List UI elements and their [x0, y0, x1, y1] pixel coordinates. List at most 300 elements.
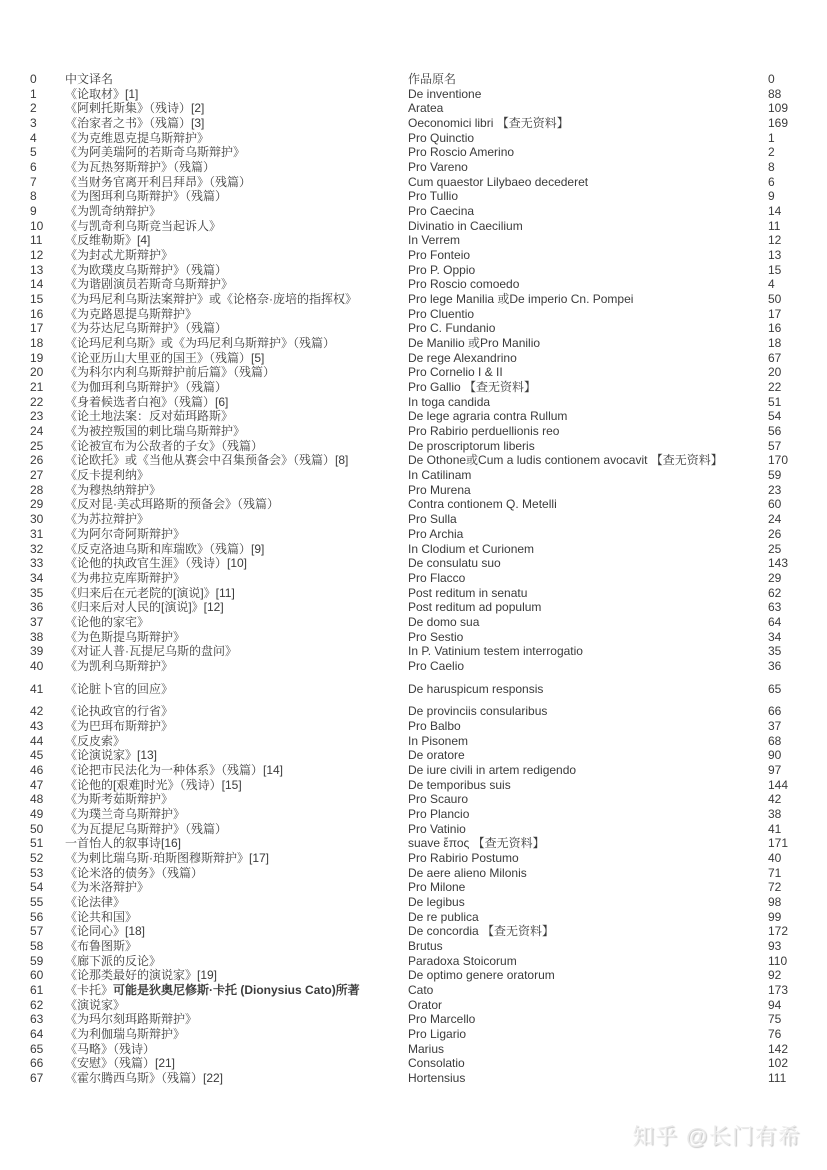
original-title: Hortensius [408, 1071, 466, 1086]
original-title: Pro Roscio Amerino [408, 145, 515, 160]
original-title: Pro Caelio [408, 658, 465, 673]
row-index: 25 [30, 438, 44, 453]
row-index: 58 [30, 938, 44, 953]
table-row [30, 1042, 812, 1057]
row-index: 7 [30, 174, 37, 189]
row-number: 26 [768, 526, 782, 541]
chinese-title: 《为利伽瑞乌斯辩护》 [65, 1027, 186, 1041]
original-title: De proscriptorum liberis [408, 438, 535, 453]
row-number: 68 [768, 733, 782, 748]
original-title: Pro Plancio [408, 806, 470, 821]
original-title: Pro Quinctio [408, 130, 475, 145]
original-title: Pro Cluentio [408, 306, 475, 321]
row-index: 65 [30, 1041, 44, 1056]
original-title: In Clodium et Curionem [408, 541, 535, 556]
original-title: De legibus [408, 894, 465, 909]
row-number: 76 [768, 1027, 782, 1041]
chinese-title: 《为克维恩克提乌斯辩护》 [65, 130, 210, 145]
works-table-body [30, 87, 812, 1086]
table-row [30, 954, 812, 969]
table-row [30, 351, 812, 366]
table-row [30, 910, 812, 925]
chinese-title: 《为阿美瑞阿的若斯奇乌斯辩护》 [65, 145, 246, 160]
chinese-title: 《为伽珥利乌斯辩护》（残篇） [65, 380, 228, 395]
table-row [30, 116, 812, 131]
row-index: 59 [30, 953, 44, 968]
row-number: 35 [768, 644, 782, 659]
row-number: 6 [768, 174, 775, 189]
row-number: 22 [768, 380, 782, 395]
table-row [30, 983, 812, 998]
chinese-title: 《论欧托》或《当他从赛会中召集预备会》（残篇）[8] [65, 453, 349, 468]
row-index: 60 [30, 968, 44, 983]
row-number: 57 [768, 438, 782, 453]
row-index: 26 [30, 453, 44, 468]
original-title: Pro P. Oppio [408, 262, 476, 277]
chinese-title: 《归来后对人民的[演说]》[12] [65, 600, 224, 615]
row-index: 4 [30, 130, 37, 145]
chinese-title: 《论那类最好的演说家》[19] [65, 968, 218, 983]
chinese-title: 《论执政官的行省》 [65, 704, 174, 719]
original-title: Consolatio [408, 1056, 465, 1071]
table-row [30, 468, 812, 483]
row-index: 52 [30, 850, 44, 865]
chinese-title: 《反维勒斯》[4] [65, 233, 151, 248]
original-title: Pro Caecina [408, 204, 475, 219]
row-index: 19 [30, 350, 44, 365]
row-index: 54 [30, 880, 44, 895]
chinese-title: 《反卡提利纳》 [65, 468, 150, 483]
chinese-title: 《为巴珥布斯辩护》 [65, 718, 174, 733]
table-row [30, 851, 812, 866]
row-index: 32 [30, 541, 44, 556]
table-row [30, 233, 812, 248]
row-index: 22 [30, 394, 44, 409]
row-number: 172 [768, 924, 789, 939]
original-title: Pro Balbo [408, 718, 461, 733]
table-row [30, 453, 812, 468]
original-title: In Catilinam [408, 468, 472, 483]
original-title: De domo sua [408, 614, 480, 629]
original-title: De iure civili in artem redigendo [408, 762, 577, 777]
table-row [30, 307, 812, 322]
chinese-title: 《论取材》[1] [65, 86, 139, 101]
original-title: Pro Rabirio perduellionis reo [408, 424, 560, 439]
original-title: De haruspicum responsis [408, 681, 544, 696]
row-index: 67 [30, 1071, 44, 1086]
original-title: De optimo genere oratorum [408, 968, 555, 983]
works-table [30, 72, 812, 1086]
row-index: 29 [30, 497, 44, 512]
chinese-title: 《论他的执政官生涯》（残诗）[10] [65, 556, 248, 571]
row-index: 23 [30, 409, 44, 424]
table-row [30, 586, 812, 601]
chinese-title: 《对证人普·瓦提尼乌斯的盘问》 [65, 644, 237, 659]
chinese-title: 《霍尔腾西乌斯》（残篇）[22] [65, 1071, 224, 1086]
original-title: De provinciis consularibus [408, 704, 548, 719]
row-number: 94 [768, 997, 782, 1012]
original-title: De inventione [408, 86, 482, 101]
row-index: 51 [30, 836, 44, 851]
row-index: 38 [30, 629, 44, 644]
table-row [30, 336, 812, 351]
table-row [30, 807, 812, 822]
row-number: 37 [768, 718, 782, 733]
chinese-title: 《反克洛迪乌斯和库瑞欧》（残篇）[9] [65, 541, 265, 556]
row-index: 1 [30, 86, 37, 101]
row-index: 56 [30, 909, 44, 924]
original-title: Pro Marcello [408, 1012, 476, 1027]
table-row [30, 204, 812, 219]
chinese-title: 《论他的家宅》 [65, 614, 150, 629]
row-index: 15 [30, 292, 44, 307]
row-number: 42 [768, 792, 782, 807]
header-original-title: 作品原名 [408, 72, 457, 86]
row-index: 40 [30, 658, 44, 673]
table-row [30, 321, 812, 336]
original-title: De Othone或Cum a ludis contionem avocavit 【查无资料】 [408, 453, 723, 468]
original-title: Pro Milone [408, 880, 466, 895]
original-title: De Manilio 或Pro Manilio [408, 336, 541, 351]
table-row [30, 968, 812, 983]
row-number: 143 [768, 556, 789, 571]
original-title: De lege agraria contra Rullum [408, 409, 568, 424]
chinese-title: 《为封忒尤斯辩护》 [65, 248, 174, 263]
original-title: Post reditum in senatu [408, 585, 528, 600]
chinese-title: 《为色斯提乌斯辩护》 [65, 629, 186, 644]
chinese-title: 《当财务官离开利吕拜昂》（残篇） [65, 174, 252, 189]
original-title: Brutus [408, 938, 443, 953]
chinese-title: 《为科尔内利乌斯辩护前后篇》（残篇） [65, 365, 276, 380]
chinese-title: 《卡托》可能是狄奥尼修斯·卡托 (Dionysius Cato)所著 [65, 982, 360, 997]
table-row [30, 998, 812, 1013]
original-title: Pro Archia [408, 526, 464, 541]
chinese-title: 《身着候选者白袍》（残篇）[6] [65, 394, 229, 409]
row-number: 169 [768, 116, 789, 131]
chinese-title: 《为穆热纳辩护》 [65, 482, 162, 497]
table-row [30, 87, 812, 102]
row-number: 20 [768, 365, 782, 380]
row-number: 41 [768, 821, 782, 836]
chinese-title: 《演说家》 [65, 997, 126, 1012]
original-title: Pro Cornelio I & II [408, 365, 503, 380]
row-number: 29 [768, 570, 782, 585]
table-row [30, 778, 812, 793]
row-number: 18 [768, 336, 782, 351]
original-title: Pro Murena [408, 482, 471, 497]
chinese-title: 《为欧璞皮乌斯辩护》（残篇） [65, 262, 228, 277]
row-number: 65 [768, 681, 782, 696]
table-row [30, 263, 812, 278]
table-row [30, 292, 812, 307]
row-number: 40 [768, 850, 782, 865]
row-index: 27 [30, 468, 44, 483]
row-index: 13 [30, 262, 44, 277]
row-index: 45 [30, 748, 44, 763]
original-title: Pro Vatinio [408, 821, 466, 836]
original-title: De consulatu suo [408, 556, 501, 571]
table-row [30, 1056, 812, 1071]
row-number: 170 [768, 453, 789, 468]
chinese-title: 《论同心》[18] [65, 924, 146, 939]
table-row [30, 734, 812, 749]
row-number: 25 [768, 541, 782, 556]
row-number: 34 [768, 629, 782, 644]
row-index: 6 [30, 160, 37, 175]
original-title: In Pisonem [408, 733, 469, 748]
original-title: Pro Ligario [408, 1027, 467, 1041]
table-row [30, 409, 812, 424]
row-number: 16 [768, 321, 782, 336]
row-number: 88 [768, 86, 782, 101]
original-title: Marius [408, 1041, 445, 1056]
table-row [30, 895, 812, 910]
chinese-title: 《论玛尼利乌斯》或《为玛尼利乌斯辩护》（残篇） [65, 336, 336, 351]
row-index: 46 [30, 762, 44, 777]
table-row [30, 439, 812, 454]
header-index: 0 [30, 72, 37, 86]
table-row [30, 880, 812, 895]
chinese-title: 《安慰》（残篇）[21] [65, 1056, 176, 1071]
chinese-title: 《为凯奇纳辩护》 [65, 204, 162, 219]
chinese-title: 《论米洛的债务》（残篇） [65, 865, 204, 880]
original-title: De concordia 【查无资料】 [408, 924, 555, 939]
table-header-row [30, 72, 812, 87]
row-index: 62 [30, 997, 44, 1012]
header-chinese-title: 中文译名 [65, 72, 114, 86]
row-index: 36 [30, 600, 44, 615]
table-row [30, 160, 812, 175]
table-row [30, 248, 812, 263]
chinese-title: 《论脏卜官的回应》 [65, 681, 174, 696]
original-title: Pro lege Manilia 或De imperio Cn. Pompei [408, 292, 634, 307]
header-right-index: 0 [768, 72, 775, 86]
original-title: De re publica [408, 909, 479, 924]
chinese-title: 《反对昆·美忒珥路斯的预备会》（残篇） [65, 497, 279, 512]
chinese-title: 《为璞兰奇乌斯辩护》 [65, 806, 186, 821]
row-number: 62 [768, 585, 782, 600]
row-index: 24 [30, 424, 44, 439]
original-title: Cato [408, 982, 434, 997]
row-index: 5 [30, 145, 37, 160]
row-index: 43 [30, 718, 44, 733]
original-title: In toga candida [408, 394, 491, 409]
table-row [30, 600, 812, 615]
row-index: 55 [30, 894, 44, 909]
row-index: 39 [30, 644, 44, 659]
original-title: Pro Sestio [408, 629, 464, 644]
chinese-title-bold-note: 可能是狄奥尼修斯·卡托 (Dionysius Cato)所著 [113, 982, 360, 997]
table-row [30, 615, 812, 630]
chinese-title: 《与凯奇利乌斯竞当起诉人》 [65, 218, 222, 233]
table-row [30, 483, 812, 498]
chinese-title: 《为瓦热努斯辩护》（残篇） [65, 160, 216, 175]
original-title: Pro Fonteio [408, 248, 471, 263]
row-index: 66 [30, 1056, 44, 1071]
table-row [30, 630, 812, 645]
chinese-title: 《论亚历山大里亚的国王》（残篇）[5] [65, 350, 265, 365]
table-row [30, 512, 812, 527]
row-number: 11 [768, 218, 781, 233]
original-title: Aratea [408, 101, 444, 116]
table-row [30, 644, 812, 659]
table-row [30, 939, 812, 954]
chinese-title: 《马略》（残诗） [65, 1041, 156, 1056]
row-index: 9 [30, 204, 37, 219]
row-index: 57 [30, 924, 44, 939]
chinese-title: 《为剌比瑞乌斯·珀斯图穆斯辩护》[17] [65, 850, 270, 865]
table-row [30, 704, 812, 719]
chinese-title: 《为玛尔刻珥路斯辩护》 [65, 1012, 198, 1027]
chinese-title: 《归来后在元老院的[演说]》[11] [65, 585, 235, 600]
row-number: 15 [768, 262, 782, 277]
chinese-title: 《论演说家》[13] [65, 748, 158, 763]
table-row [30, 763, 812, 778]
chinese-title: 《论土地法案：反对茹珥路斯》 [65, 409, 234, 424]
row-index: 11 [30, 233, 43, 248]
row-index: 8 [30, 189, 37, 204]
chinese-title: 《为米洛辩护》 [65, 880, 150, 895]
row-number: 50 [768, 292, 782, 307]
row-index: 64 [30, 1027, 44, 1041]
row-index: 21 [30, 380, 44, 395]
table-row [30, 866, 812, 881]
chinese-title: 《论他的[艰难]时光》（残诗）[15] [65, 777, 242, 792]
row-index: 48 [30, 792, 44, 807]
original-title: In P. Vatinium testem interrogatio [408, 644, 583, 659]
chinese-title: 《为阿尔奇阿斯辩护》 [65, 526, 186, 541]
row-number: 144 [768, 777, 789, 792]
original-title: Pro Roscio comoedo [408, 277, 520, 292]
row-number: 64 [768, 614, 782, 629]
original-title: Cum quaestor Lilybaeo decederet [408, 174, 589, 189]
row-number: 23 [768, 482, 782, 497]
row-number: 51 [768, 394, 782, 409]
chinese-title: 《为玛尼利乌斯法案辩护》或《论格奈·庞培的指挥权》 [65, 292, 357, 307]
table-row [30, 145, 812, 160]
table-row [30, 1012, 812, 1027]
chinese-title: 《为被控叛国的剌比瑞乌斯辩护》 [65, 424, 246, 439]
row-index: 20 [30, 365, 44, 380]
chinese-title: 《为弗拉克库斯辩护》 [65, 570, 186, 585]
row-index: 17 [30, 321, 44, 336]
row-number: 9 [768, 189, 775, 204]
chinese-title: 一首怡人的叙事诗[16] [65, 836, 182, 851]
row-number: 97 [768, 762, 782, 777]
chinese-title: 《论被宣布为公敌者的子女》（残篇） [65, 438, 264, 453]
original-title: De rege Alexandrino [408, 350, 517, 365]
chinese-title: 《治家者之书》（残篇）[3] [65, 116, 205, 131]
row-number: 98 [768, 894, 782, 909]
row-number: 56 [768, 424, 782, 439]
table-row [30, 924, 812, 939]
table-row [30, 571, 812, 586]
row-index: 42 [30, 704, 44, 719]
table-row [30, 792, 812, 807]
table-row [30, 131, 812, 146]
row-number: 8 [768, 160, 775, 175]
original-title: Divinatio in Caecilium [408, 218, 523, 233]
table-row [30, 424, 812, 439]
table-row [30, 1071, 812, 1086]
table-row [30, 542, 812, 557]
row-index: 53 [30, 865, 44, 880]
original-title: De temporibus suis [408, 777, 511, 792]
table-row [30, 556, 812, 571]
chinese-title: 《论把市民法化为一种体系》（残篇）[14] [65, 762, 284, 777]
row-index: 37 [30, 614, 44, 629]
table-row [30, 719, 812, 734]
original-title: Post reditum ad populum [408, 600, 542, 615]
row-number: 17 [768, 306, 782, 321]
chinese-title: 《为芬达尼乌斯辩护》（残篇） [65, 321, 228, 336]
row-index: 31 [30, 526, 44, 541]
original-title: suave ἔπος 【查无资料】 [408, 836, 545, 851]
chinese-title: 《为谐剧演员若斯奇乌斯辩护》 [65, 277, 234, 292]
row-index: 2 [30, 101, 37, 116]
row-number: 75 [768, 1012, 782, 1027]
chinese-title: 《为克路恩提乌斯辩护》 [65, 306, 198, 321]
table-row [30, 822, 812, 837]
row-number: 109 [768, 101, 789, 116]
row-index: 44 [30, 733, 44, 748]
row-number: 12 [768, 233, 782, 248]
original-title: Pro Rabirio Postumo [408, 850, 519, 865]
original-title: In Verrem [408, 233, 461, 248]
row-index: 16 [30, 306, 44, 321]
table-row [30, 219, 812, 234]
row-index: 10 [30, 218, 44, 233]
row-number: 1 [768, 130, 775, 145]
row-number: 99 [768, 909, 782, 924]
row-number: 2 [768, 145, 775, 160]
row-index: 61 [30, 982, 44, 997]
table-row [30, 189, 812, 204]
row-number: 171 [768, 836, 789, 851]
row-index: 34 [30, 570, 44, 585]
table-row [30, 682, 812, 697]
original-title: Pro Scauro [408, 792, 469, 807]
chinese-title: 《布鲁图斯》 [65, 938, 138, 953]
row-index: 28 [30, 482, 44, 497]
row-number: 59 [768, 468, 782, 483]
row-number: 13 [768, 248, 782, 263]
chinese-title: 《为斯考茹斯辩护》 [65, 792, 174, 807]
original-title: Pro Flacco [408, 570, 466, 585]
original-title: Pro Vareno [408, 160, 468, 175]
row-number: 142 [768, 1041, 789, 1056]
chinese-title: 《为苏拉辩护》 [65, 512, 150, 527]
row-index: 49 [30, 806, 44, 821]
row-index: 33 [30, 556, 44, 571]
chinese-title: 《廊下派的反论》 [65, 953, 162, 968]
chinese-title: 《论共和国》 [65, 909, 138, 924]
row-number: 173 [768, 982, 789, 997]
chinese-title: 《为瓦提尼乌斯辩护》（残篇） [65, 821, 228, 836]
row-index: 63 [30, 1012, 44, 1027]
row-index: 50 [30, 821, 44, 836]
row-number: 66 [768, 704, 782, 719]
row-index: 30 [30, 512, 44, 527]
chinese-title: 《阿剌托斯集》（残诗）[2] [65, 101, 205, 116]
row-number: 72 [768, 880, 782, 895]
row-number: 92 [768, 968, 782, 983]
table-row [30, 395, 812, 410]
row-number: 36 [768, 658, 782, 673]
row-number: 54 [768, 409, 782, 424]
row-number: 110 [768, 953, 788, 968]
table-row [30, 277, 812, 292]
